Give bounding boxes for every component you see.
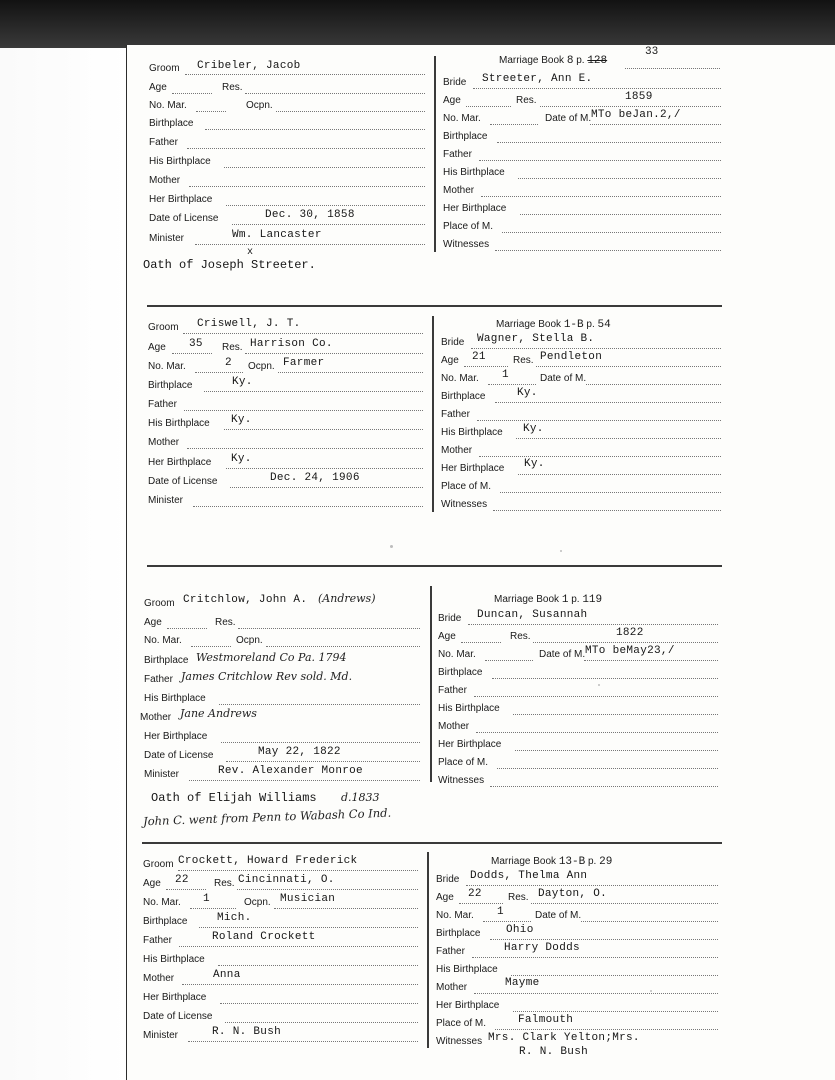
label-minister: Minister — [144, 769, 180, 780]
rule — [195, 372, 243, 373]
rule — [531, 903, 718, 904]
label-bride-birthplace: Birthplace — [438, 667, 483, 678]
rule — [490, 786, 718, 787]
label-mother: Mother — [149, 175, 181, 186]
rule — [464, 366, 508, 367]
rule — [185, 74, 425, 75]
marriage-book-page: 54 — [597, 319, 611, 331]
label-bride-no-mar: No. Mar. — [443, 113, 481, 124]
note-mark: x — [247, 247, 254, 258]
rule — [497, 768, 718, 769]
birthplace: Ky. — [232, 376, 253, 388]
rule — [518, 474, 721, 475]
date-of-license: May 22, 1822 — [258, 746, 341, 758]
label-bride-age: Age — [441, 355, 459, 366]
rule — [218, 965, 418, 966]
groom-name: Criswell, J. T. — [197, 318, 301, 330]
label-page: p. — [586, 319, 595, 330]
rule — [225, 1022, 418, 1023]
marriage-book — [496, 319, 611, 331]
rule — [518, 178, 721, 179]
mother: Anna — [213, 969, 241, 981]
label-bride-her-birthplace: Her Birthplace — [441, 463, 505, 474]
rule — [232, 224, 425, 225]
label-minister: Minister — [143, 1030, 179, 1041]
rule — [278, 372, 423, 373]
label-bride-father: Father — [436, 946, 465, 957]
record-separator — [142, 842, 722, 844]
rule — [179, 946, 418, 947]
rule — [493, 510, 721, 511]
label-place-of-m: Place of M. — [438, 757, 489, 768]
label-bride: Bride — [441, 337, 465, 348]
marriage-book-number: 1 — [561, 594, 569, 606]
rule — [500, 492, 721, 493]
rule — [189, 780, 420, 781]
groom-name: Critchlow, John A. — [183, 594, 308, 606]
rule — [477, 420, 721, 421]
bride-no-mar: 1 — [497, 906, 504, 918]
rule — [182, 984, 418, 985]
label-mother: Mother — [143, 973, 175, 984]
bride-age: 21 — [472, 351, 486, 363]
rule — [513, 1011, 718, 1012]
label-his-birthplace: His Birthplace — [148, 418, 210, 429]
rule — [476, 732, 718, 733]
scan-speck — [598, 684, 600, 686]
ocpn: Musician — [280, 893, 336, 905]
label-date-of-license: Date of License — [143, 1011, 213, 1022]
label-res: Res. — [222, 82, 243, 93]
label-father: Father — [144, 674, 173, 685]
rule — [502, 232, 721, 233]
mother: Jane Andrews — [180, 707, 257, 720]
place-of-m: Falmouth — [518, 1014, 574, 1026]
bride-her-birthplace: Ky. — [524, 458, 545, 470]
label-birthplace: Birthplace — [148, 380, 193, 391]
rule — [167, 628, 207, 629]
label-bride-birthplace: Birthplace — [441, 391, 486, 402]
rule — [183, 333, 423, 334]
label-birthplace: Birthplace — [144, 655, 189, 666]
label-bride-his-birthplace: His Birthplace — [436, 964, 498, 975]
rule — [490, 124, 538, 125]
marriage-book-page: 33 — [645, 46, 659, 58]
label-bride-no-mar: No. Mar. — [436, 910, 474, 921]
minister: R. N. Bush — [212, 1026, 282, 1038]
rule — [238, 628, 420, 629]
label-her-birthplace: Her Birthplace — [144, 731, 208, 742]
label-his-birthplace: His Birthplace — [144, 693, 206, 704]
label-bride: Bride — [436, 874, 460, 885]
rule — [191, 646, 231, 647]
label-bride-no-mar: No. Mar. — [441, 373, 479, 384]
bride-name: Wagner, Stella B. — [477, 333, 595, 345]
groom-name: Cribeler, Jacob — [197, 60, 301, 72]
rule — [473, 88, 721, 89]
rule — [497, 142, 721, 143]
bride-name: Dodds, Thelma Ann — [470, 870, 588, 882]
bride-date-of-m: MTo beMay23,/ — [585, 645, 675, 657]
rule — [490, 939, 718, 940]
rule — [224, 167, 425, 168]
age: 22 — [175, 874, 189, 886]
label-father: Father — [143, 935, 172, 946]
minister: Rev. Alexander Monroe — [218, 765, 363, 777]
rule — [481, 196, 721, 197]
bride-birthplace: Ohio — [506, 924, 534, 936]
rule — [471, 348, 721, 349]
record-note: Oath of Elijah Williams — [151, 791, 317, 805]
no-mar: 1 — [203, 893, 210, 905]
label-bride-her-birthplace: Her Birthplace — [438, 739, 502, 750]
label-age: Age — [149, 82, 167, 93]
label-page: p. — [588, 856, 597, 867]
rule — [474, 993, 718, 994]
record-note: Oath of Joseph Streeter. — [143, 258, 316, 272]
rule — [590, 124, 721, 125]
column-divider — [434, 56, 436, 252]
label-no-mar: No. Mar. — [148, 361, 186, 372]
scan-top-border — [0, 0, 835, 48]
rule — [495, 250, 721, 251]
label-bride-birthplace: Birthplace — [443, 131, 488, 142]
rule — [488, 384, 536, 385]
marriage-book — [494, 594, 602, 606]
rule — [485, 660, 533, 661]
rule — [199, 927, 418, 928]
label-birthplace: Birthplace — [143, 916, 188, 927]
label-ocpn: Ocpn. — [248, 361, 275, 372]
her-birthplace: Ky. — [231, 453, 252, 465]
label-his-birthplace: His Birthplace — [143, 954, 205, 965]
label-witnesses: Witnesses — [443, 239, 490, 250]
bride-age: 22 — [468, 888, 482, 900]
rule — [205, 129, 425, 130]
marriage-book — [491, 856, 612, 868]
marriage-book — [499, 55, 607, 67]
rule — [584, 660, 718, 661]
label-mother: Mother — [140, 712, 172, 723]
rule — [536, 366, 721, 367]
rule — [219, 704, 420, 705]
label-mother: Mother — [148, 437, 180, 448]
rule — [581, 921, 718, 922]
rule — [468, 624, 718, 625]
bride-no-mar: 1 — [502, 369, 509, 381]
label-res: Res. — [214, 878, 235, 889]
rule — [187, 148, 425, 149]
label-place-of-m: Place of M. — [436, 1018, 487, 1029]
bride-res: Dayton, O. — [538, 888, 608, 900]
rule — [245, 93, 425, 94]
label-ocpn: Ocpn. — [244, 897, 271, 908]
res: Cincinnati, O. — [238, 874, 335, 886]
rule — [466, 885, 718, 886]
label-date-of-m: Date of M. — [545, 113, 592, 124]
label-place-of-m: Place of M. — [441, 481, 492, 492]
bride-mother: Mayme — [505, 977, 540, 989]
label-bride-birthplace: Birthplace — [436, 928, 481, 939]
record-note-handwritten: d.1833 — [341, 791, 380, 804]
scan-speck — [390, 545, 393, 548]
label-date-of-license: Date of License — [149, 213, 219, 224]
witnesses: Mrs. Clark Yelton;Mrs. — [488, 1032, 640, 1044]
rule — [184, 410, 423, 411]
rule — [479, 456, 721, 457]
bride-res: 1822 — [616, 627, 644, 639]
record-card-page — [126, 45, 835, 1080]
bride-his-birthplace: Ky. — [523, 423, 544, 435]
rule — [230, 487, 423, 488]
marriage-book-page: 119 — [582, 594, 603, 606]
label-ocpn: Ocpn. — [246, 100, 273, 111]
label-bride: Bride — [443, 77, 467, 88]
date-of-license: Dec. 30, 1858 — [265, 209, 355, 221]
label-no-mar: No. Mar. — [144, 635, 182, 646]
label-bride-res: Res. — [510, 631, 531, 642]
label-bride-father: Father — [443, 149, 472, 160]
label-father: Father — [149, 137, 178, 148]
father: Roland Crockett — [212, 931, 316, 943]
bride-date-of-m: MTo beJan.2,/ — [591, 109, 681, 121]
record-separator — [147, 305, 722, 307]
label-minister: Minister — [149, 233, 185, 244]
birthplace: Westmoreland Co Pa. 1794 — [196, 651, 347, 664]
bride-birthplace: Ky. — [517, 387, 538, 399]
label-age: Age — [148, 342, 166, 353]
label-res: Res. — [215, 617, 236, 628]
bride-name: Duncan, Susannah — [477, 609, 588, 621]
label-date-of-m: Date of M. — [535, 910, 582, 921]
rule — [226, 468, 423, 469]
label-bride-res: Res. — [516, 95, 537, 106]
rule — [188, 1041, 418, 1042]
label-date-of-m: Date of M. — [540, 373, 587, 384]
rule — [189, 186, 425, 187]
age: 35 — [189, 338, 203, 350]
rule — [196, 111, 226, 112]
column-divider — [427, 852, 429, 1048]
label-bride-res: Res. — [508, 892, 529, 903]
rule — [237, 889, 418, 890]
rule — [172, 93, 212, 94]
label-date-of-license: Date of License — [144, 750, 214, 761]
rule — [221, 742, 420, 743]
marriage-book-number: 8 — [566, 55, 574, 67]
label-groom: Groom — [143, 859, 174, 870]
scan-speck — [560, 550, 562, 552]
res: Harrison Co. — [250, 338, 333, 350]
label-bride-age: Age — [438, 631, 456, 642]
groom-name: Crockett, Howard Frederick — [178, 855, 358, 867]
rule — [461, 642, 501, 643]
rule — [172, 353, 212, 354]
label-groom: Groom — [144, 598, 175, 609]
label-bride-father: Father — [438, 685, 467, 696]
label-bride-her-birthplace: Her Birthplace — [443, 203, 507, 214]
rule — [226, 761, 420, 762]
marriage-book-page: 29 — [599, 856, 613, 868]
label-date-of-license: Date of License — [148, 476, 218, 487]
label-res: Res. — [222, 342, 243, 353]
label-no-mar: No. Mar. — [149, 100, 187, 111]
label-groom: Groom — [149, 63, 180, 74]
label-ocpn: Ocpn. — [236, 635, 263, 646]
label-bride-mother: Mother — [438, 721, 470, 732]
ocpn: Farmer — [283, 357, 325, 369]
rule — [472, 957, 718, 958]
label-bride-age: Age — [443, 95, 461, 106]
scan-left-margin — [0, 48, 130, 1080]
label-page: p. — [576, 55, 585, 66]
rule — [245, 353, 423, 354]
label-bride-his-birthplace: His Birthplace — [438, 703, 500, 714]
rule — [511, 975, 718, 976]
marriage-book-page-old: 128 — [587, 55, 608, 67]
label-marriage-book: Marriage Book — [499, 55, 565, 66]
label-marriage-book: Marriage Book — [496, 319, 562, 330]
label-witnesses: Witnesses — [441, 499, 488, 510]
rule — [495, 402, 721, 403]
rule — [516, 438, 721, 439]
label-birthplace: Birthplace — [149, 118, 194, 129]
birthplace: Mich. — [217, 912, 252, 924]
rule — [204, 391, 423, 392]
bride-name: Streeter, Ann E. — [482, 73, 593, 85]
label-bride-no-mar: No. Mar. — [438, 649, 476, 660]
rule — [226, 205, 425, 206]
rule — [274, 908, 418, 909]
column-divider — [432, 316, 434, 512]
rule — [540, 106, 721, 107]
label-father: Father — [148, 399, 177, 410]
label-her-birthplace: Her Birthplace — [149, 194, 213, 205]
label-no-mar: No. Mar. — [143, 897, 181, 908]
rule — [178, 870, 418, 871]
marriage-book-number: 13-B — [558, 856, 586, 868]
label-witnesses: Witnesses — [438, 775, 485, 786]
rule — [479, 160, 721, 161]
his-birthplace: Ky. — [231, 414, 252, 426]
minister: Wm. Lancaster — [232, 229, 322, 241]
rule — [459, 903, 503, 904]
rule — [513, 714, 718, 715]
no-mar: 2 — [225, 357, 232, 369]
rule — [190, 908, 236, 909]
rule — [195, 244, 425, 245]
label-her-birthplace: Her Birthplace — [143, 992, 207, 1003]
label-bride-mother: Mother — [436, 982, 468, 993]
marriage-book-number: 1-B — [563, 319, 584, 331]
label-marriage-book: Marriage Book — [491, 856, 557, 867]
rule — [483, 921, 531, 922]
label-bride-mother: Mother — [441, 445, 473, 456]
label-bride-mother: Mother — [443, 185, 475, 196]
label-age: Age — [144, 617, 162, 628]
rule — [495, 1029, 718, 1030]
label-bride-res: Res. — [513, 355, 534, 366]
rule — [515, 750, 718, 751]
rule — [187, 448, 423, 449]
rule — [193, 506, 423, 507]
rule — [266, 646, 420, 647]
rule — [276, 111, 425, 112]
rule — [533, 642, 718, 643]
label-bride-his-birthplace: His Birthplace — [443, 167, 505, 178]
label-his-birthplace: His Birthplace — [149, 156, 211, 167]
label-age: Age — [143, 878, 161, 889]
bride-res: Pendleton — [540, 351, 603, 363]
label-minister: Minister — [148, 495, 184, 506]
rule — [474, 696, 718, 697]
column-divider — [430, 586, 432, 782]
father: James Critchlow Rev sold. Md. — [181, 670, 353, 683]
bride-res: 1859 — [625, 91, 653, 103]
label-bride-her-birthplace: Her Birthplace — [436, 1000, 500, 1011]
label-witnesses: Witnesses — [436, 1036, 483, 1047]
rule — [520, 214, 721, 215]
label-bride-father: Father — [441, 409, 470, 420]
rule — [586, 384, 721, 385]
rule — [220, 1003, 418, 1004]
label-her-birthplace: Her Birthplace — [148, 457, 212, 468]
label-place-of-m: Place of M. — [443, 221, 494, 232]
label-groom: Groom — [148, 322, 179, 333]
label-bride-age: Age — [436, 892, 454, 903]
bride-father: Harry Dodds — [504, 942, 580, 954]
label-marriage-book: Marriage Book — [494, 594, 560, 605]
label-date-of-m: Date of M. — [539, 649, 586, 660]
witnesses-line-2: R. N. Bush — [519, 1046, 589, 1058]
rule — [166, 889, 206, 890]
rule — [625, 68, 720, 69]
label-page: p. — [571, 594, 580, 605]
label-bride: Bride — [438, 613, 462, 624]
label-bride-his-birthplace: His Birthplace — [441, 427, 503, 438]
record-note-2-handwritten: John C. went from Penn to Wabash Co Ind. — [142, 805, 392, 829]
record-separator — [147, 565, 722, 567]
date-of-license: Dec. 24, 1906 — [270, 472, 360, 484]
rule — [492, 678, 718, 679]
groom-name-handwritten: (Andrews) — [318, 592, 376, 605]
rule — [466, 106, 511, 107]
scan-speck — [650, 990, 652, 992]
rule — [224, 429, 423, 430]
